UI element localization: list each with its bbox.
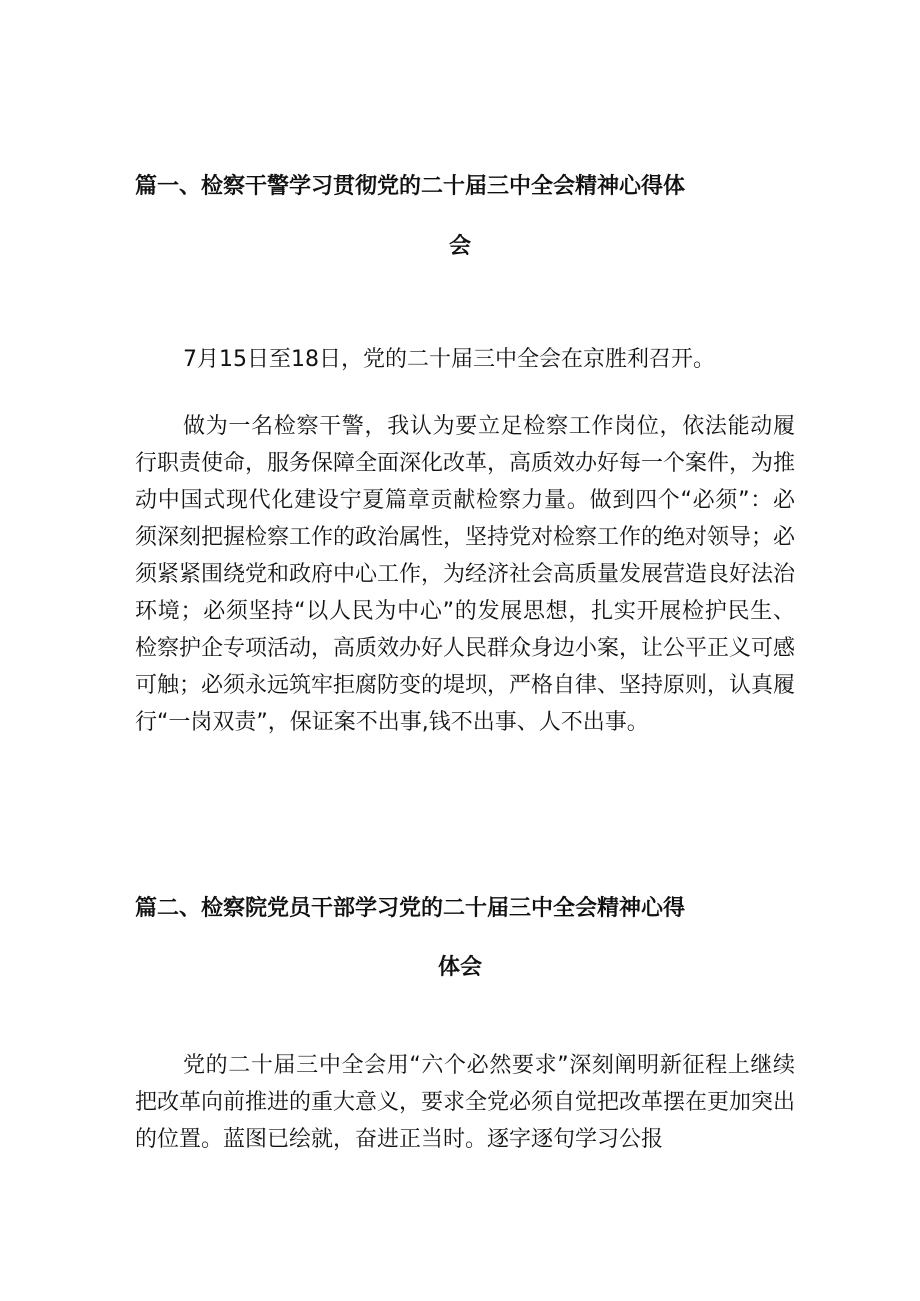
article1-paragraph-2: 做为一名检察干警，我认为要立足检察工作岗位，依法能动履行职责使命，服务保障全面深化改革，高质效办好每一个案件，为推动中国式现代化建设宁夏篇章贡献检察力量。做到四个“必须”：必须深刻把握检察工作的政治属性，坚持党对检察工作的绝对领导；必须紧紧围绕党和政府中心工作，为经济社会高质量发展营造良好法治环境；必须坚持“以人民为中心”的发展思想，扎实开展检护民生、检察护企专项活动，高质效办好人民群众身边小案，让公平正义可感可触；必须永远筑牢拒腐防变的堤坝，严格自律、坚持原则，认真履行“一岗双责”，保证案不出事,钱不出事、人不出事。 (135, 414, 796, 735)
article2-title-line1: 篇二、检察院党员干部学习党的二十届三中全会精神心得 (135, 896, 686, 921)
article1-paragraph-1: 7月15日至18日，党的二十届三中全会在京胜利召开。 (183, 347, 715, 372)
article2-paragraph-1: 党的二十届三中全会用“六个必然要求”深刻阐明新征程上继续把改革向前推进的重大意义，要求全党必须自觉把改革摆在更加突出的位置。蓝图已绘就，奋进正当时。逐字逐句学习公报 (135, 1053, 796, 1152)
article1-title-line1: 篇一、检察干警学习贯彻党的二十届三中全会精神心得体 (135, 174, 686, 199)
article1-title-line2: 会 (448, 234, 471, 259)
article2-title-line2: 体会 (437, 955, 482, 980)
